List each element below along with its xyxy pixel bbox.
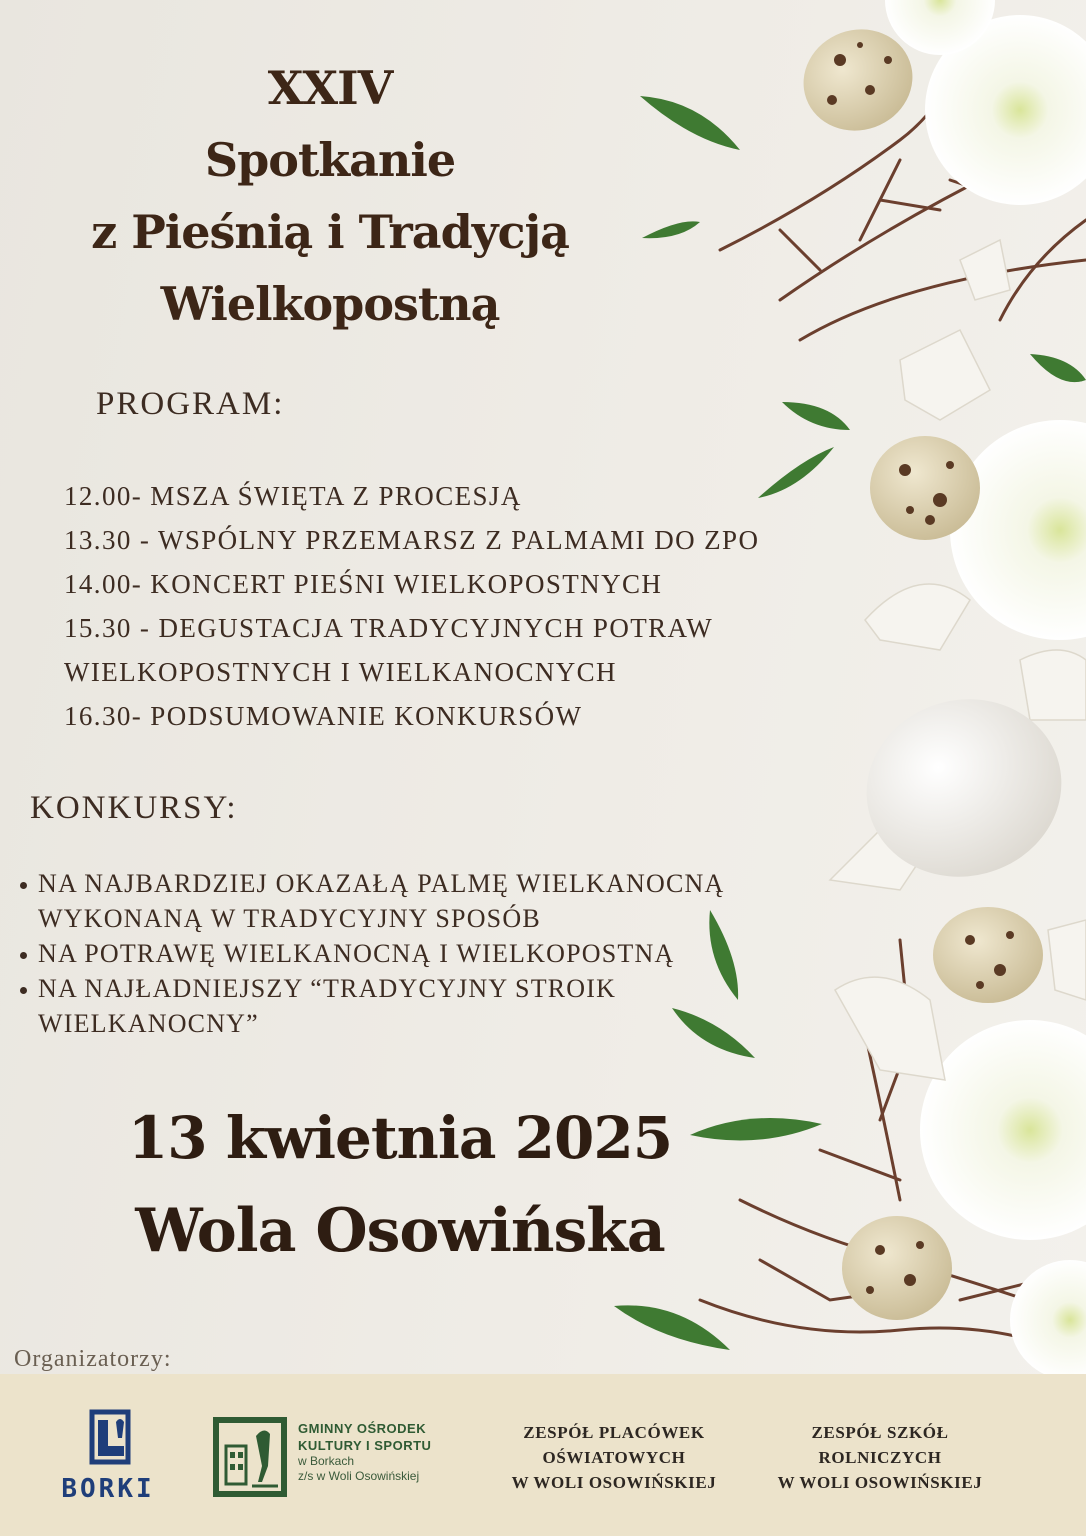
contest-item: NA POTRAWĘ WIELKANOCNĄ I WIELKOPOSTNĄ (38, 936, 758, 971)
program-list (64, 474, 759, 738)
gok-line-1: GMINNY OŚRODEK (298, 1421, 427, 1436)
program-item: WIELKOPOSTNYCH I WIELKANOCNYCH (64, 657, 617, 687)
title-line-2: Spotkanie (204, 133, 456, 187)
borki-logo-text: BORKI (61, 1474, 155, 1504)
organizers-label: Organizatorzy: (14, 1346, 172, 1372)
contest-list (38, 866, 758, 1041)
event-title (40, 52, 620, 340)
zsr-line-3: W WOLI OSOWIŃSKIEJ (777, 1473, 983, 1492)
organizers-footer (0, 1374, 1086, 1536)
zpo-line-2: OŚWIATOWYCH (542, 1448, 686, 1467)
borki-emblem-icon (58, 1408, 158, 1470)
borki-logo (58, 1408, 158, 1504)
organizer-zsr (760, 1420, 1000, 1495)
zsr-line-2: ROLNICZYCH (818, 1448, 942, 1467)
zpo-line-1: ZESPÓŁ PLACÓWEK (523, 1423, 705, 1442)
program-item: 14.00- KONCERT PIEŚNI WIELKOPOSTNYCH (64, 569, 663, 599)
title-line-3: z Pieśnią i Tradycją (91, 205, 569, 259)
title-line-4: Wielkopostną (160, 277, 500, 331)
zpo-line-3: W WOLI OSOWIŃSKIEJ (511, 1473, 717, 1492)
contests-heading: KONKURSY: (30, 790, 238, 826)
gok-emblem-icon (212, 1416, 290, 1498)
program-item: 16.30- PODSUMOWANIE KONKURSÓW (64, 701, 583, 731)
organizer-zpo (494, 1420, 734, 1495)
gok-logo (212, 1416, 512, 1498)
gok-line-2: KULTURY I SPORTU (298, 1438, 432, 1453)
event-place: Wola Osowińska (135, 1196, 665, 1266)
contest-item: NA NAJBARDZIEJ OKAZAŁĄ PALMĘ WIELKANOCNĄ WYKONANĄ W TRADYCYJNY SPOSÓB (38, 866, 738, 936)
gok-line-3: w Borkach (298, 1454, 355, 1468)
program-heading: PROGRAM: (96, 386, 285, 422)
zsr-line-1: ZESPÓŁ SZKÓŁ (811, 1423, 949, 1442)
contest-item: NA NAJŁADNIEJSZY “TRADYCYJNY STROIK WIELKANOCNY” (38, 971, 638, 1041)
program-item: 12.00- MSZA ŚWIĘTA Z PROCESJĄ (64, 481, 522, 511)
program-item: 13.30 - WSPÓLNY PRZEMARSZ Z PALMAMI DO ZPO (64, 525, 760, 555)
event-date: 13 kwietnia 2025 (127, 1104, 673, 1172)
gok-line-4: z/s w Woli Osowińskiej (298, 1469, 420, 1483)
program-item: 15.30 - DEGUSTACJA TRADYCYJNYCH POTRAW (64, 613, 714, 643)
gok-name (298, 1420, 431, 1484)
title-line-1: XXIV (267, 61, 393, 115)
